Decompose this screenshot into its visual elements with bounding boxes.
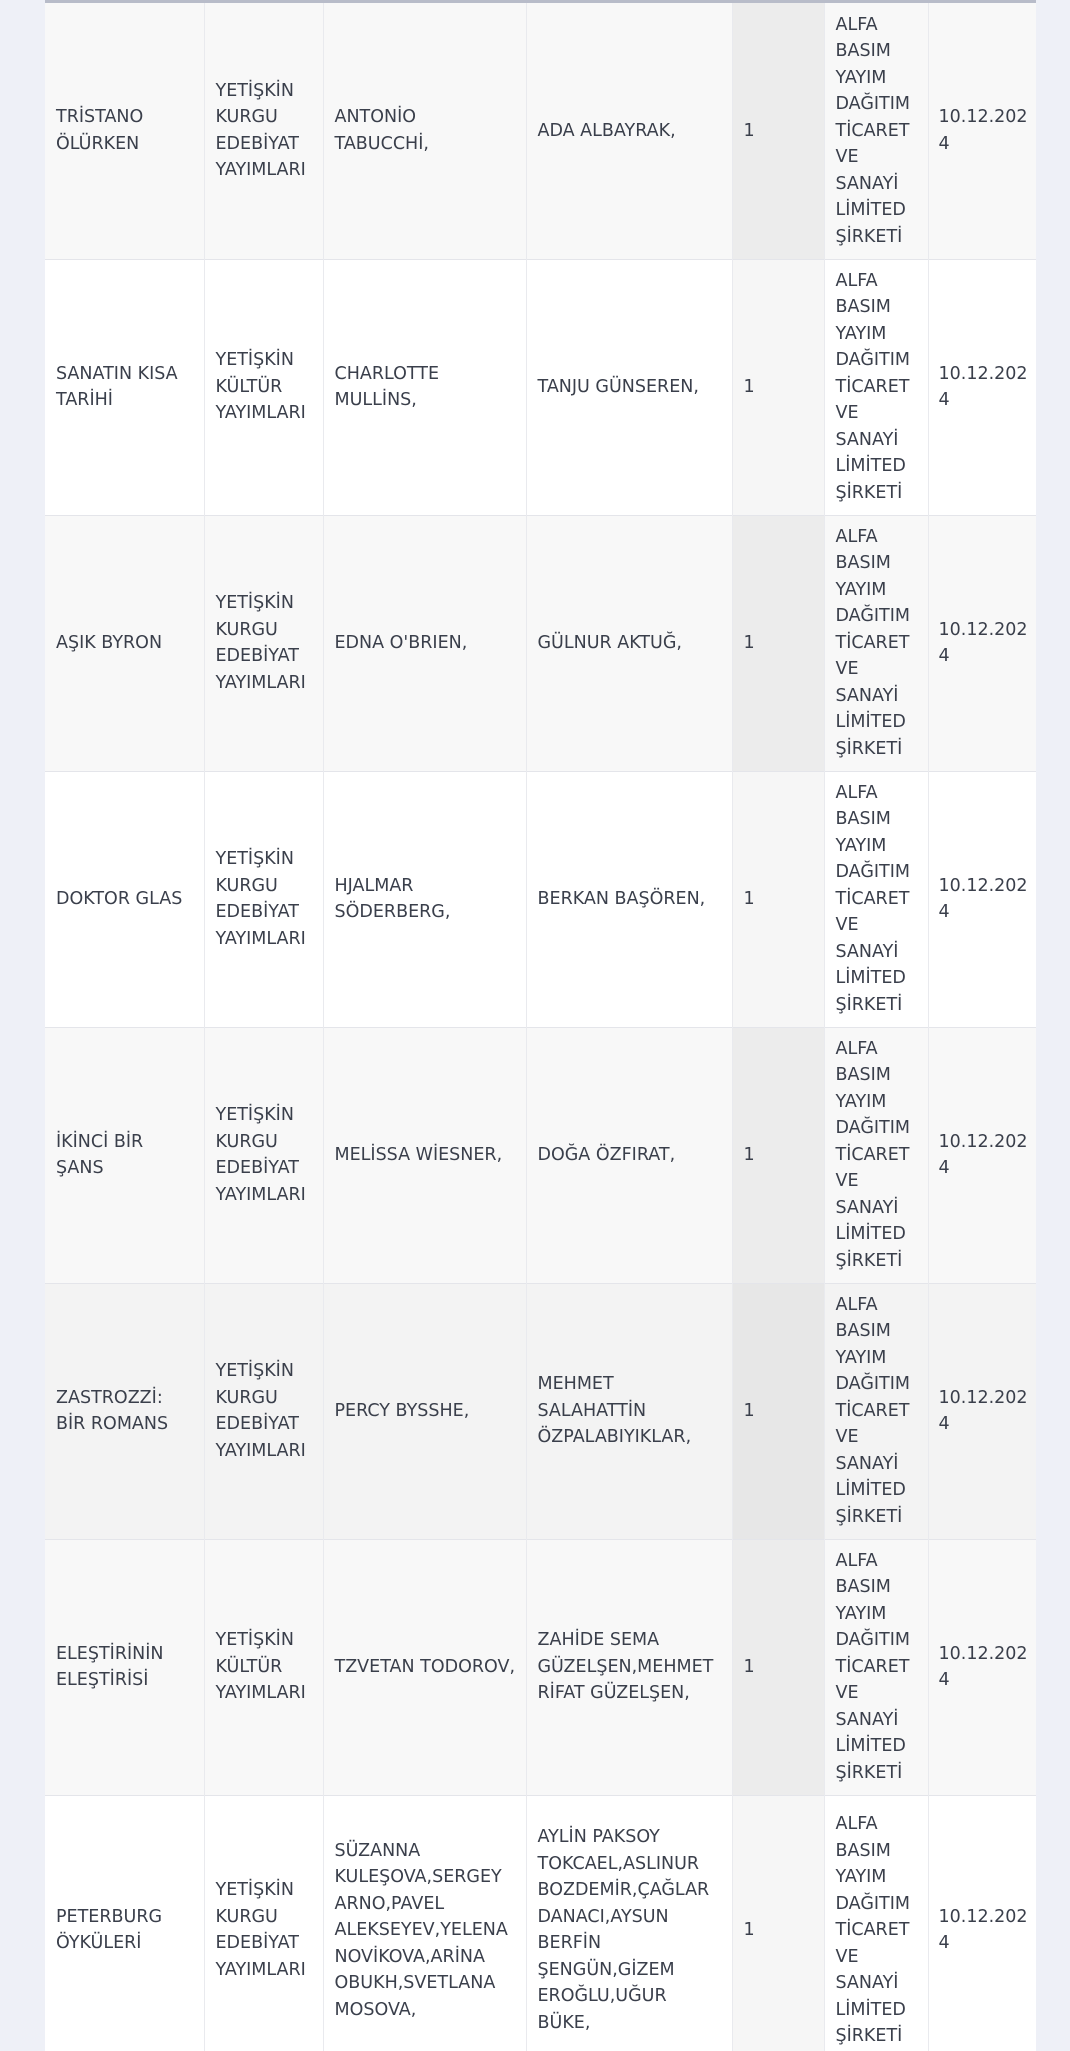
cell-translator: ADA ALBAYRAK, [526, 3, 732, 259]
cell-category: YETİŞKİN KÜLTÜR YAYIMLARI [204, 1539, 323, 1795]
cell-publisher: ALFA BASIM YAYIM DAĞITIM TİCARET VE SANAYİ LİMİTED ŞİRKETİ [824, 1539, 928, 1795]
cell-publisher: ALFA BASIM YAYIM DAĞITIM TİCARET VE SANAYİ LİMİTED ŞİRKETİ [824, 1027, 928, 1283]
cell-author: ANTONİO TABUCCHİ, [323, 3, 526, 259]
cell-translator: MEHMET SALAHATTİN ÖZPALABIYIKLAR, [526, 1283, 732, 1539]
cell-edition: 1 [732, 1027, 824, 1283]
cell-category: YETİŞKİN KURGU EDEBİYAT YAYIMLARI [204, 1027, 323, 1283]
cell-date: 10.12.2024 [928, 3, 1036, 259]
cell-translator: GÜLNUR AKTUĞ, [526, 515, 732, 771]
cell-category: YETİŞKİN KURGU EDEBİYAT YAYIMLARI [204, 771, 323, 1027]
cell-translator: TANJU GÜNSEREN, [526, 259, 732, 515]
cell-title: AŞIK BYRON [45, 515, 204, 771]
publications-grid [45, 3, 1036, 2051]
cell-translator: DOĞA ÖZFIRAT, [526, 1027, 732, 1283]
cell-date: 10.12.2024 [928, 1027, 1036, 1283]
cell-date: 10.12.2024 [928, 259, 1036, 515]
cell-title: ZASTROZZİ: BİR ROMANS [45, 1283, 204, 1539]
cell-category: YETİŞKİN KURGU EDEBİYAT YAYIMLARI [204, 1795, 323, 2051]
cell-author: EDNA O'BRIEN, [323, 515, 526, 771]
cell-edition: 1 [732, 1539, 824, 1795]
cell-author: SÜZANNA KULEŞOVA,SERGEY ARNO,PAVEL ALEKSEYEV,YELENA NOVİKOVA,ARİNA OBUKH,SVETLANA MOSOVA, [323, 1795, 526, 2051]
cell-translator: AYLİN PAKSOY TOKCAEL,ASLINUR BOZDEMİR,ÇAĞLAR DANACI,AYSUN BERFİN ŞENGÜN,GİZEM EROĞLU,UĞUR BÜKE, [526, 1795, 732, 2051]
table-row[interactable] [45, 1795, 1036, 2051]
cell-date: 10.12.2024 [928, 1539, 1036, 1795]
cell-edition: 1 [732, 1283, 824, 1539]
cell-author: PERCY BYSSHE, [323, 1283, 526, 1539]
cell-edition: 1 [732, 771, 824, 1027]
cell-title: İKİNCİ BİR ŞANS [45, 1027, 204, 1283]
cell-category: YETİŞKİN KURGU EDEBİYAT YAYIMLARI [204, 3, 323, 259]
cell-category: YETİŞKİN KURGU EDEBİYAT YAYIMLARI [204, 1283, 323, 1539]
table-row[interactable] [45, 3, 1036, 259]
cell-edition: 1 [732, 3, 824, 259]
cell-edition: 1 [732, 259, 824, 515]
cell-edition: 1 [732, 515, 824, 771]
table-row[interactable] [45, 259, 1036, 515]
cell-title: DOKTOR GLAS [45, 771, 204, 1027]
table-row[interactable] [45, 515, 1036, 771]
cell-publisher: ALFA BASIM YAYIM DAĞITIM TİCARET VE SANAYİ LİMİTED ŞİRKETİ [824, 1795, 928, 2051]
cell-publisher: ALFA BASIM YAYIM DAĞITIM TİCARET VE SANAYİ LİMİTED ŞİRKETİ [824, 259, 928, 515]
cell-category: YETİŞKİN KURGU EDEBİYAT YAYIMLARI [204, 515, 323, 771]
cell-publisher: ALFA BASIM YAYIM DAĞITIM TİCARET VE SANAYİ LİMİTED ŞİRKETİ [824, 771, 928, 1027]
table-row[interactable] [45, 1539, 1036, 1795]
cell-author: TZVETAN TODOROV, [323, 1539, 526, 1795]
cell-title: ELEŞTİRİNİN ELEŞTİRİSİ [45, 1539, 204, 1795]
cell-title: SANATIN KISA TARİHİ [45, 259, 204, 515]
cell-publisher: ALFA BASIM YAYIM DAĞITIM TİCARET VE SANAYİ LİMİTED ŞİRKETİ [824, 515, 928, 771]
cell-title: PETERBURG ÖYKÜLERİ [45, 1795, 204, 2051]
cell-date: 10.12.2024 [928, 771, 1036, 1027]
cell-title: TRİSTANO ÖLÜRKEN [45, 3, 204, 259]
cell-date: 10.12.2024 [928, 1795, 1036, 2051]
table-row[interactable] [45, 771, 1036, 1027]
cell-date: 10.12.2024 [928, 1283, 1036, 1539]
cell-publisher: ALFA BASIM YAYIM DAĞITIM TİCARET VE SANAYİ LİMİTED ŞİRKETİ [824, 1283, 928, 1539]
table-row[interactable] [45, 1283, 1036, 1539]
publications-table [45, 0, 1036, 2051]
cell-date: 10.12.2024 [928, 515, 1036, 771]
cell-translator: BERKAN BAŞÖREN, [526, 771, 732, 1027]
table-body [45, 3, 1036, 2051]
cell-edition: 1 [732, 1795, 824, 2051]
cell-author: HJALMAR SÖDERBERG, [323, 771, 526, 1027]
cell-publisher: ALFA BASIM YAYIM DAĞITIM TİCARET VE SANAYİ LİMİTED ŞİRKETİ [824, 3, 928, 259]
cell-category: YETİŞKİN KÜLTÜR YAYIMLARI [204, 259, 323, 515]
cell-author: MELİSSA WİESNER, [323, 1027, 526, 1283]
cell-translator: ZAHİDE SEMA GÜZELŞEN,MEHMET RİFAT GÜZELŞEN, [526, 1539, 732, 1795]
cell-author: CHARLOTTE MULLİNS, [323, 259, 526, 515]
table-row[interactable] [45, 1027, 1036, 1283]
